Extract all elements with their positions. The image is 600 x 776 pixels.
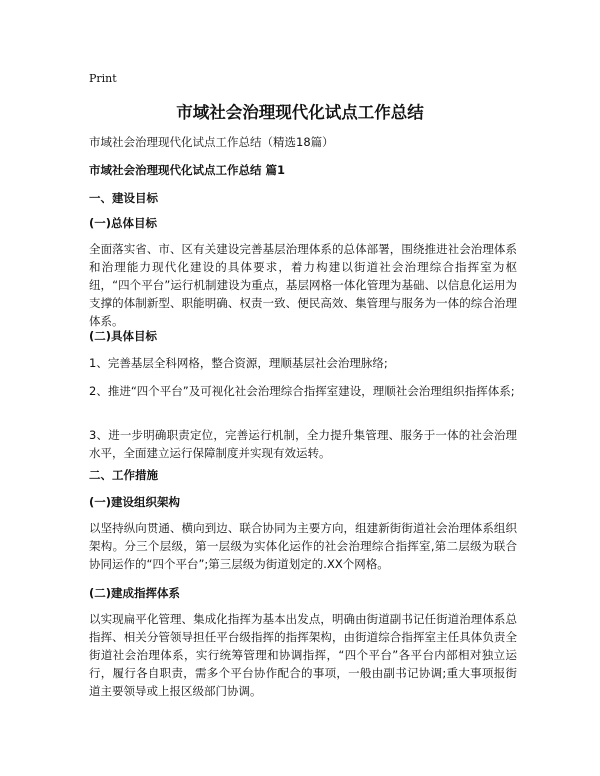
subsection-heading-command: (二)建成指挥体系 xyxy=(89,586,181,600)
section-heading-measures: 二、工作措施 xyxy=(89,468,158,482)
section-heading-goals: 一、建设目标 xyxy=(89,191,158,205)
page-title: 市域社会治理现代化试点工作总结 xyxy=(176,103,424,122)
subsection-heading-overall: (一)总体目标 xyxy=(89,216,158,230)
chapter-heading: 市域社会治理现代化试点工作总结 篇1 xyxy=(89,163,286,177)
list-item-goal-1: 1、完善基层全科网格，整合资源，理顺基层社会治理脉络; xyxy=(89,356,388,370)
paragraph-command: 以实现扁平化管理、集成化指挥为基本出发点，明确由街道副书记任街道治理体系总指挥、相关分管领导担任平台级指挥的指挥架构，由街道综合指挥室主任具体负责全街道社会治理体系，实行统筹管理和协调指挥，“四个平台”各平台内部相对独立运行，履行各自职责，需多个平台协作配合的事项，一般由副书记协调;重大事项报街道主要领导或上报区级部门协调。 xyxy=(89,612,517,698)
paragraph-structure: 以坚持纵向贯通、横向到边、联合协同为主要方向，组建新街街道社会治理体系组织架构。分三个层级，第一层级为实体化运作的社会治理综合指挥室,第二层级为联合协同运作的“四个平台”;第三层级为街道划定的.XX个网格。 xyxy=(89,521,517,571)
list-item-goal-3: 3、进一步明确职责定位，完善运行机制，全力提升集管理、服务于一体的社会治理水平，全面建立运行保障制度并实现有效运转。 xyxy=(89,428,517,460)
print-link[interactable]: Print xyxy=(89,72,117,85)
paragraph-overall-goal: 全面落实省、市、区有关建设完善基层治理体系的总体部署，围绕推进社会治理体系和治理能力现代化建设的具体要求，着力构建以街道社会治理综合指挥室为枢纽，“四个平台”运行机制建设为重点，基层网格一体化管理为基础、以信息化运用为支撑的体制新型、职能明确、权责一致、便民高效、集管理与服务为一体的综合治理体系。 xyxy=(89,242,517,328)
subsection-heading-structure: (一)建设组织架构 xyxy=(89,495,181,509)
document-subtitle: 市域社会治理现代化试点工作总结（精选18篇） xyxy=(89,135,334,149)
subsection-heading-specific: (二)具体目标 xyxy=(89,329,158,343)
list-item-goal-2: 2、推进“四个平台”及可视化社会治理综合指挥室建设，理顺社会治理组织指挥体系; xyxy=(89,384,515,398)
